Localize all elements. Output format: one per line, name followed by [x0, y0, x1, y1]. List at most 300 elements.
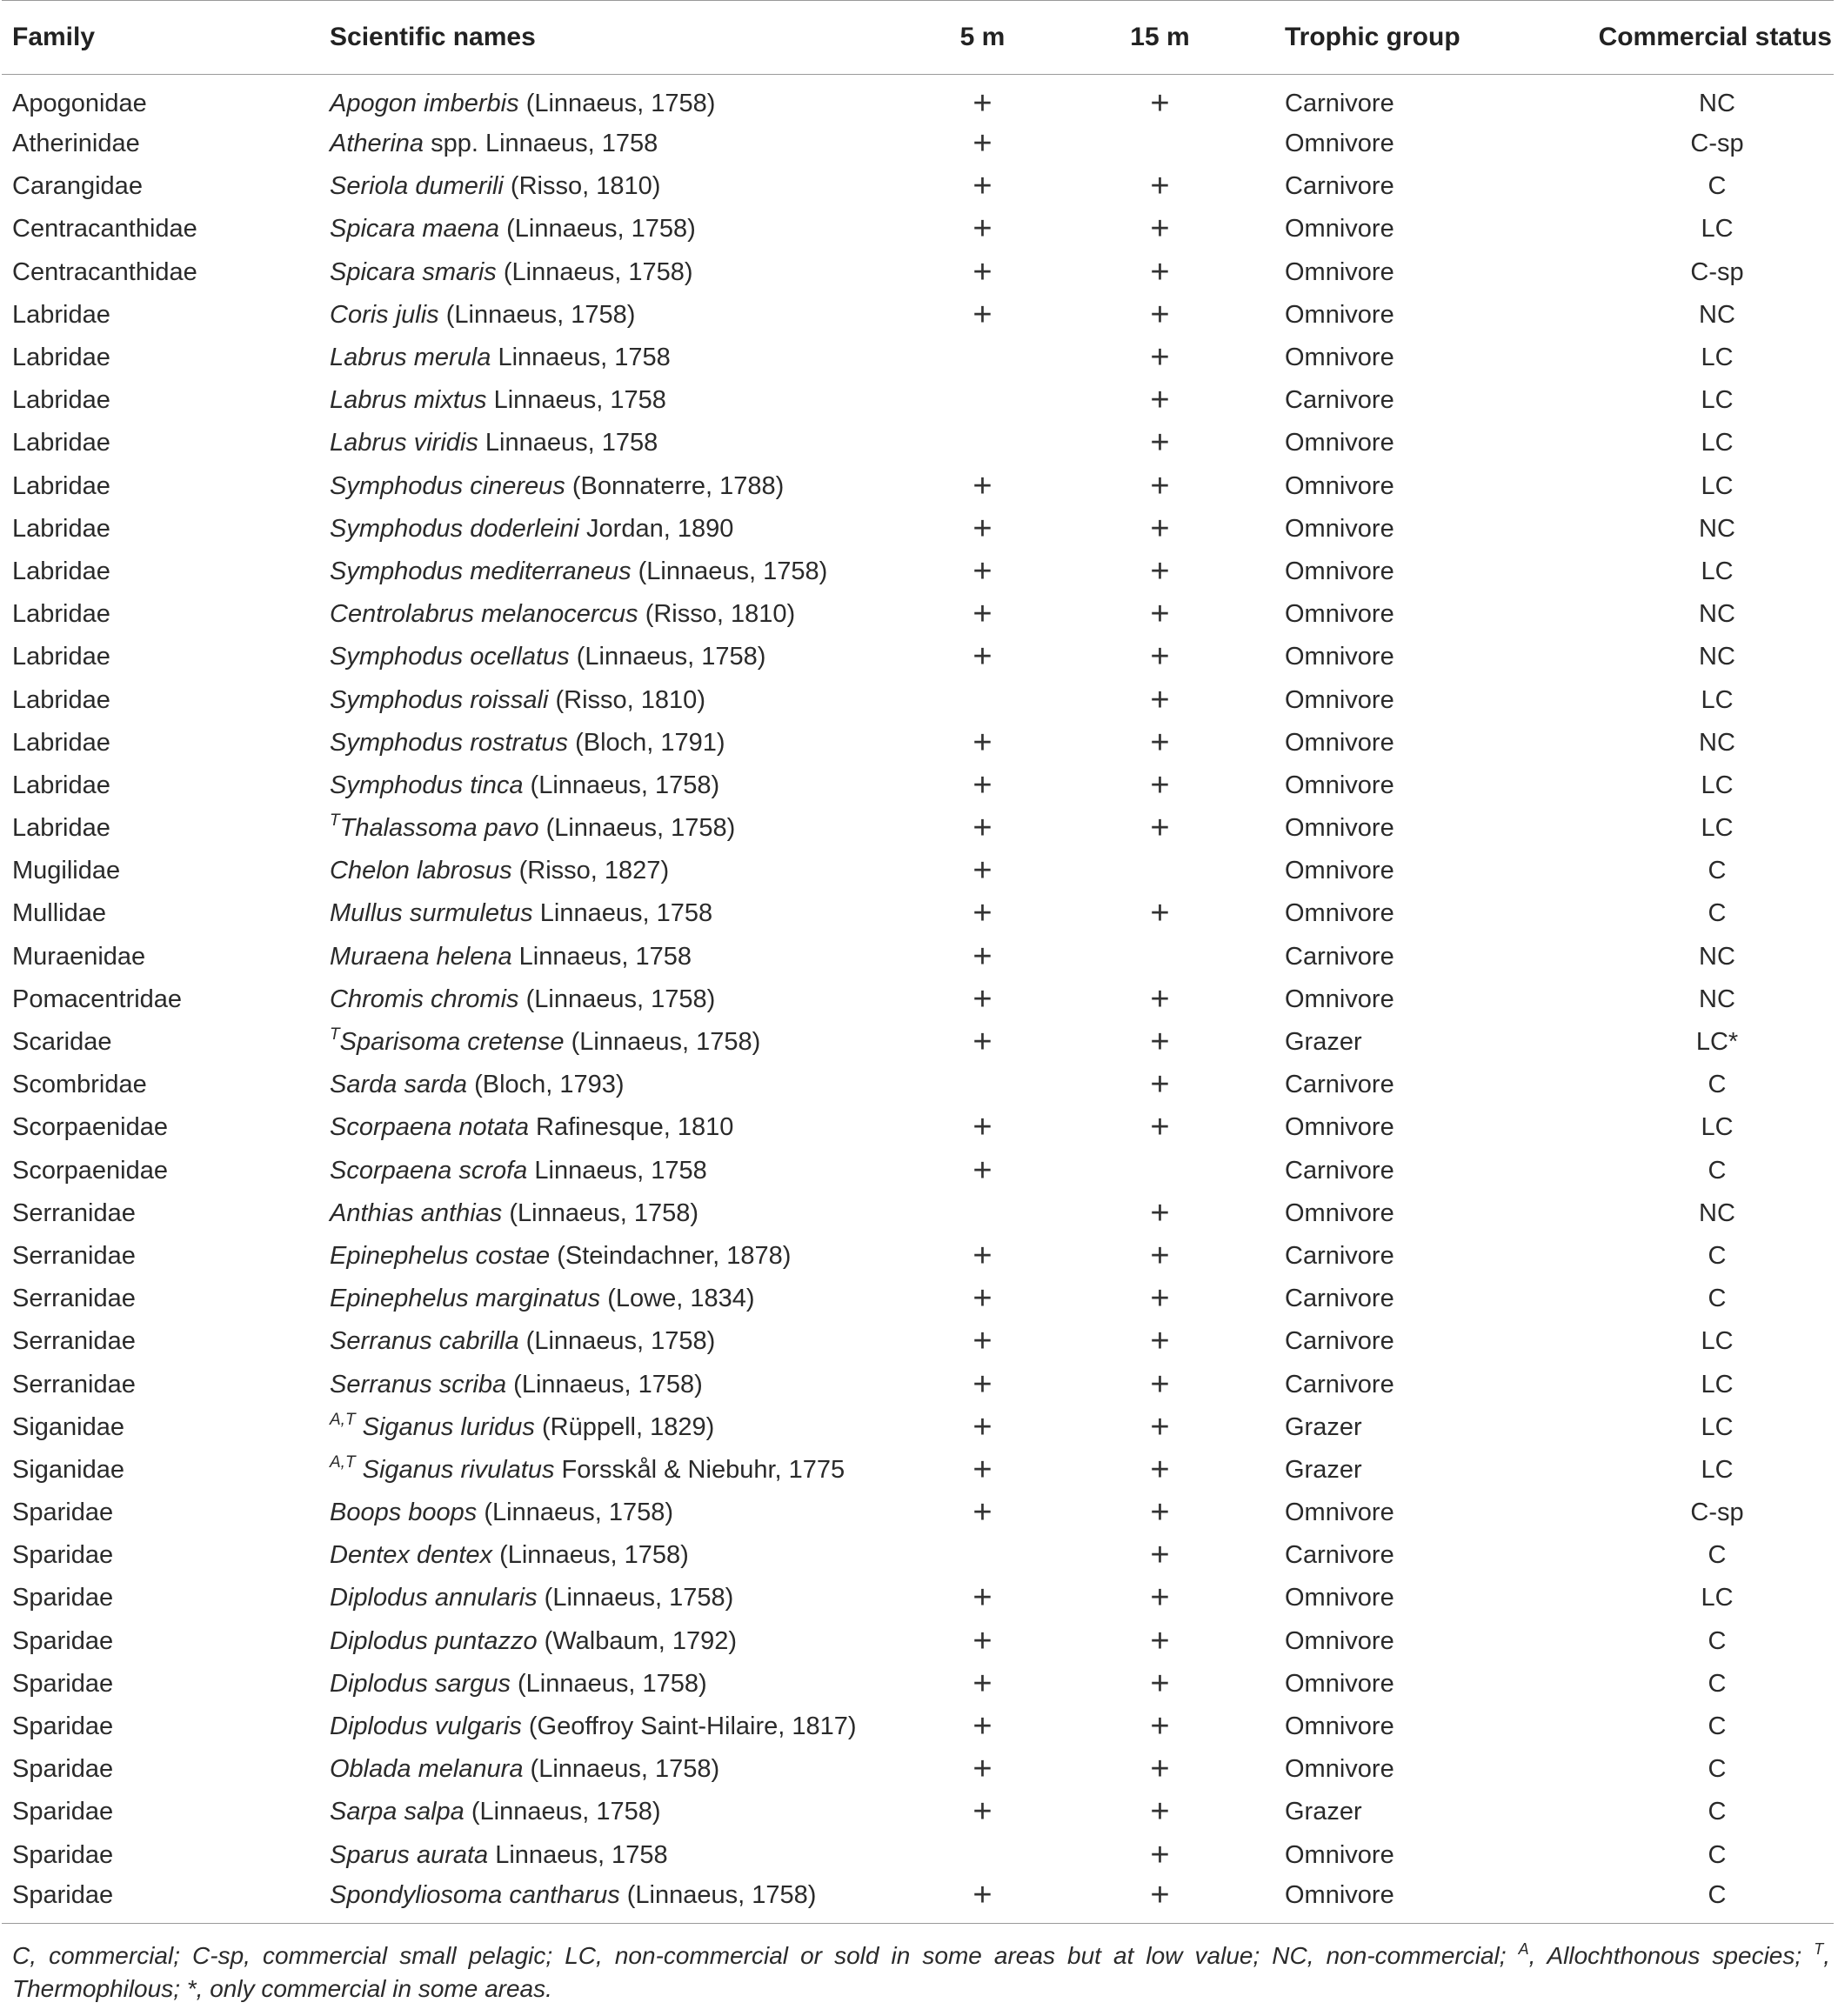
- presence-5m-cell: +: [972, 1451, 993, 1488]
- species-binomial: Atherina: [330, 130, 424, 158]
- species-authority: (Rüppell, 1829): [541, 1412, 715, 1441]
- presence-15m-cell: +: [1150, 1451, 1170, 1488]
- presence-5m-cell: [919, 1534, 1046, 1577]
- family-cell: Sparidae: [12, 1669, 114, 1698]
- species-binomial: Labrus mixtus: [330, 386, 487, 415]
- trophic-group-cell: Omnivore: [1285, 130, 1394, 158]
- family-cell: Labridae: [12, 685, 110, 714]
- presence-5m-cell: +: [972, 510, 993, 547]
- species-binomial: Oblada melanura: [330, 1755, 524, 1784]
- table-row: [2, 1406, 1834, 1449]
- species-origin-marker: A,T: [330, 1410, 356, 1429]
- species-binomial: Scorpaena notata: [330, 1113, 529, 1142]
- presence-5m-cell: [919, 422, 1046, 464]
- presence-5m-cell: +: [972, 1708, 993, 1746]
- presence-5m-cell: +: [972, 1109, 993, 1146]
- scientific-name-cell: [319, 337, 919, 379]
- trophic-group-cell: Omnivore: [1285, 215, 1394, 244]
- species-authority: (Linnaeus, 1758): [530, 1755, 720, 1784]
- species-binomial: Scorpaena scrofa: [330, 1156, 528, 1185]
- trophic-group-cell: Omnivore: [1285, 557, 1394, 585]
- presence-15m-cell: +: [1150, 85, 1170, 122]
- commercial-status-cell: LC: [1701, 344, 1734, 372]
- species-authority: (Linnaeus, 1758): [499, 1541, 689, 1570]
- presence-15m-cell: [1046, 936, 1274, 978]
- table-row: [2, 936, 1834, 978]
- family-cell: Labridae: [12, 429, 110, 457]
- header-commercial-status: Commercial status: [1548, 1, 1834, 75]
- table-row: [2, 422, 1834, 464]
- trophic-group-cell: Omnivore: [1274, 1877, 1548, 1924]
- trophic-group-cell: Omnivore: [1285, 300, 1394, 329]
- presence-5m-cell: +: [972, 1024, 993, 1061]
- presence-5m-cell: +: [972, 552, 993, 590]
- species-binomial: Epinephelus marginatus: [330, 1285, 601, 1313]
- presence-15m-cell: +: [1150, 1066, 1170, 1104]
- species-origin-marker: T: [330, 811, 340, 831]
- family-cell: Sparidae: [12, 1626, 114, 1655]
- species-binomial: Spondyliosoma cantharus: [330, 1880, 620, 1909]
- species-authority: (Linnaeus, 1758): [506, 215, 696, 244]
- trophic-group-cell: Grazer: [1285, 1028, 1362, 1057]
- family-cell: Scorpaenidae: [12, 1156, 168, 1185]
- footnote-sup-a: A: [1518, 1940, 1529, 1958]
- scientific-name-cell: [319, 1021, 919, 1064]
- species-authority: (Steindachner, 1878): [557, 1241, 792, 1270]
- species-authority: (Risso, 1810): [510, 172, 661, 201]
- scientific-name-cell: [319, 764, 919, 807]
- presence-15m-cell: +: [1150, 424, 1170, 462]
- table-row: [2, 1791, 1834, 1833]
- presence-15m-cell: [1046, 850, 1274, 892]
- presence-15m-cell: +: [1150, 810, 1170, 847]
- presence-15m-cell: +: [1150, 1408, 1170, 1445]
- species-authority: Linnaeus, 1758: [493, 386, 666, 415]
- presence-5m-cell: +: [972, 210, 993, 248]
- table-footnote: [12, 1939, 1830, 2006]
- trophic-group-cell: Omnivore: [1285, 429, 1394, 457]
- species-binomial: Labrus viridis: [330, 429, 478, 457]
- commercial-status-cell: NC: [1699, 300, 1735, 329]
- species-binomial: Boops boops: [330, 1499, 478, 1527]
- table-row: [2, 1192, 1834, 1235]
- scientific-name-cell: [319, 165, 919, 208]
- commercial-status-cell: LC: [1701, 771, 1734, 799]
- trophic-group-cell: Omnivore: [1285, 514, 1394, 543]
- table-row: [2, 593, 1834, 636]
- presence-15m-cell: +: [1150, 1836, 1170, 1873]
- commercial-status-cell: C: [1708, 1840, 1727, 1869]
- scientific-name-cell: [319, 1620, 919, 1663]
- table-row: [2, 508, 1834, 551]
- species-authority: (Risso, 1810): [645, 600, 796, 629]
- species-binomial: Siganus rivulatus: [362, 1455, 555, 1484]
- scientific-name-cell: [319, 551, 919, 593]
- trophic-group-cell: Omnivore: [1285, 857, 1394, 885]
- commercial-status-cell: LC: [1701, 1455, 1734, 1484]
- family-cell: Serranidae: [12, 1241, 136, 1270]
- species-authority: (Risso, 1827): [518, 857, 670, 885]
- presence-5m-cell: +: [972, 1280, 993, 1318]
- commercial-status-cell: LC: [1701, 429, 1734, 457]
- family-cell: Sparidae: [12, 1755, 114, 1784]
- table-row: [2, 1492, 1834, 1534]
- table-row: [2, 465, 1834, 508]
- presence-5m-cell: +: [972, 1494, 993, 1532]
- commercial-status-cell: LC: [1701, 685, 1734, 714]
- scientific-name-cell: [319, 1834, 919, 1877]
- family-cell: Scorpaenidae: [12, 1113, 168, 1142]
- trophic-group-cell: Carnivore: [1285, 1071, 1394, 1099]
- species-binomial: Symphodus ocellatus: [330, 643, 570, 671]
- trophic-group-cell: Omnivore: [1285, 344, 1394, 372]
- table-row: [2, 1706, 1834, 1748]
- table-row: [2, 1620, 1834, 1663]
- commercial-status-cell: LC: [1701, 557, 1734, 585]
- scientific-name-cell: [319, 678, 919, 721]
- family-cell: Labridae: [12, 600, 110, 629]
- presence-5m-cell: [919, 1064, 1046, 1106]
- trophic-group-cell: Omnivore: [1285, 899, 1394, 928]
- commercial-status-cell: C: [1708, 1071, 1727, 1099]
- species-authority: (Linnaeus, 1758): [576, 643, 766, 671]
- commercial-status-cell: NC: [1699, 985, 1735, 1013]
- family-cell: Serranidae: [12, 1198, 136, 1227]
- species-authority: (Linnaeus, 1758): [544, 1584, 734, 1612]
- presence-15m-cell: +: [1150, 1494, 1170, 1532]
- species-binomial: Mullus surmuletus: [330, 899, 533, 928]
- presence-5m-cell: +: [972, 766, 993, 804]
- presence-5m-cell: +: [972, 1751, 993, 1788]
- scientific-name-cell: [319, 379, 919, 422]
- presence-15m-cell: +: [1150, 980, 1170, 1018]
- scientific-name-cell: [319, 1106, 919, 1149]
- species-authority: Linnaeus, 1758: [485, 429, 658, 457]
- presence-5m-cell: +: [972, 1408, 993, 1445]
- scientific-name-cell: [319, 850, 919, 892]
- scientific-name-cell: [319, 75, 919, 123]
- family-cell: Labridae: [12, 814, 110, 843]
- table-row: [2, 636, 1834, 678]
- scientific-name-cell: [319, 722, 919, 764]
- species-binomial: Symphodus doderleini: [330, 514, 579, 543]
- species-authority: (Linnaeus, 1758): [525, 90, 716, 117]
- species-binomial: Diplodus vulgaris: [330, 1712, 522, 1741]
- family-cell: Labridae: [12, 386, 110, 415]
- family-cell: Serranidae: [12, 1327, 136, 1356]
- family-cell: Labridae: [12, 557, 110, 585]
- species-binomial: Epinephelus costae: [330, 1241, 551, 1270]
- table-row: [2, 337, 1834, 379]
- species-binomial: Diplodus annularis: [330, 1584, 538, 1612]
- presence-15m-cell: [1046, 1150, 1274, 1192]
- presence-15m-cell: +: [1150, 1280, 1170, 1318]
- species-binomial: Sparisoma cretense: [339, 1028, 565, 1057]
- species-authority: Linnaeus, 1758: [495, 1840, 668, 1869]
- presence-15m-cell: +: [1150, 382, 1170, 419]
- scientific-name-cell: [319, 208, 919, 250]
- table-row: [2, 722, 1834, 764]
- family-cell: Centracanthidae: [12, 257, 197, 286]
- presence-15m-cell: +: [1150, 1579, 1170, 1617]
- table-row: [2, 165, 1834, 208]
- species-authority: (Risso, 1810): [555, 685, 705, 714]
- family-cell: Scaridae: [12, 1028, 112, 1057]
- presence-15m-cell: +: [1150, 1109, 1170, 1146]
- species-authority: (Geoffroy Saint-Hilaire, 1817): [528, 1712, 857, 1741]
- commercial-status-cell: LC: [1701, 1327, 1734, 1356]
- commercial-status-cell: LC: [1701, 215, 1734, 244]
- family-cell: Mugilidae: [12, 857, 121, 885]
- table-row: [2, 208, 1834, 250]
- presence-5m-cell: +: [919, 1877, 1046, 1924]
- scientific-name-cell: [319, 1492, 919, 1534]
- family-cell: Apogonidae: [12, 90, 147, 117]
- trophic-group-cell: Grazer: [1285, 1412, 1362, 1441]
- table-row: [2, 978, 1834, 1021]
- table-row: [2, 892, 1834, 935]
- family-cell: Labridae: [12, 728, 110, 757]
- scientific-name-cell: [319, 807, 919, 850]
- footnote-part2: , Allochthonous species;: [1528, 1942, 1815, 1969]
- family-cell: Muraenidae: [12, 942, 146, 971]
- family-cell: Serranidae: [12, 1285, 136, 1313]
- presence-5m-cell: [919, 1834, 1046, 1877]
- header-trophic-group: Trophic group: [1274, 1, 1548, 75]
- table-row: [2, 123, 1834, 165]
- commercial-status-cell: LC: [1701, 1113, 1734, 1142]
- presence-15m-cell: +: [1150, 596, 1170, 633]
- footnote-part3: , Thermophilous; *, only commercial in some areas.: [12, 1942, 1830, 2002]
- table-row: [2, 764, 1834, 807]
- scientific-name-cell: [319, 1235, 919, 1278]
- commercial-status-cell: C: [1708, 172, 1727, 201]
- species-binomial: Coris julis: [330, 300, 439, 329]
- presence-15m-cell: +: [1150, 1024, 1170, 1061]
- footnote-part1: C, commercial; C-sp, commercial small pelagic; LC, non-commercial or sold in some areas but at low value; NC, non-commercial;: [12, 1942, 1519, 1969]
- species-binomial: Spicara smaris: [330, 257, 497, 286]
- trophic-group-cell: Carnivore: [1285, 1156, 1394, 1185]
- commercial-status-cell: C-sp: [1690, 1499, 1744, 1527]
- trophic-group-cell: Carnivore: [1285, 1285, 1394, 1313]
- trophic-group-cell: Omnivore: [1285, 1113, 1394, 1142]
- presence-5m-cell: +: [972, 810, 993, 847]
- species-binomial: Dentex dentex: [330, 1541, 493, 1570]
- commercial-status-cell: C: [1708, 899, 1727, 928]
- presence-15m-cell: +: [1150, 168, 1170, 205]
- scientific-name-cell: [319, 636, 919, 678]
- family-cell: Centracanthidae: [12, 215, 197, 244]
- presence-5m-cell: +: [972, 1622, 993, 1659]
- scientific-name-cell: [319, 936, 919, 978]
- scientific-name-cell: [319, 251, 919, 294]
- header-scientific-names: Scientific names: [319, 1, 919, 75]
- species-authority: (Bonnaterre, 1788): [571, 471, 785, 500]
- table-row: [2, 1877, 1834, 1924]
- commercial-status-cell: C: [1548, 1877, 1834, 1924]
- presence-15m-cell: +: [1150, 681, 1170, 718]
- family-cell: Labridae: [12, 771, 110, 799]
- table-row: [2, 1363, 1834, 1405]
- commercial-status-cell: C: [1708, 1798, 1727, 1826]
- scientific-name-cell: [319, 1278, 919, 1320]
- presence-5m-cell: +: [972, 1665, 993, 1702]
- table-row: [2, 75, 1834, 123]
- trophic-group-cell: Omnivore: [1285, 643, 1394, 671]
- presence-5m-cell: +: [972, 467, 993, 504]
- commercial-status-cell: C: [1708, 1712, 1727, 1741]
- trophic-group-cell: Omnivore: [1285, 257, 1394, 286]
- species-binomial: Symphodus rostratus: [330, 728, 569, 757]
- species-authority: (Linnaeus, 1758): [513, 1370, 703, 1399]
- family-cell: Scombridae: [12, 1071, 147, 1099]
- table-row: [2, 1106, 1834, 1149]
- presence-5m-cell: +: [972, 1365, 993, 1403]
- commercial-status-cell: NC: [1699, 90, 1735, 117]
- species-authority: (Linnaeus, 1758): [471, 1798, 661, 1826]
- commercial-status-cell: NC: [1699, 514, 1735, 543]
- header-row: [2, 1, 1834, 75]
- presence-15m-cell: +: [1150, 1708, 1170, 1746]
- presence-15m-cell: +: [1150, 1622, 1170, 1659]
- commercial-status-cell: LC: [1701, 1412, 1734, 1441]
- presence-15m-cell: +: [1150, 766, 1170, 804]
- species-authority: Linnaeus, 1758: [539, 899, 713, 928]
- trophic-group-cell: Omnivore: [1285, 1198, 1394, 1227]
- presence-5m-cell: +: [972, 980, 993, 1018]
- presence-15m-cell: +: [1150, 638, 1170, 676]
- presence-15m-cell: +: [1150, 1194, 1170, 1232]
- presence-5m-cell: +: [972, 724, 993, 761]
- table-row: [2, 850, 1834, 892]
- table-row: [2, 1278, 1834, 1320]
- family-cell: Sparidae: [2, 1877, 319, 1924]
- presence-5m-cell: +: [972, 938, 993, 975]
- species-authority: (Walbaum, 1792): [544, 1626, 738, 1655]
- family-cell: Atherinidae: [12, 130, 140, 158]
- presence-5m-cell: +: [972, 296, 993, 333]
- family-cell: Labridae: [12, 344, 110, 372]
- presence-15m-cell: +: [1150, 1665, 1170, 1702]
- species-authority: (Bloch, 1791): [575, 728, 725, 757]
- species-binomial: Anthias anthias: [330, 1198, 503, 1227]
- scientific-name-cell: [319, 1663, 919, 1706]
- species-authority: (Linnaeus, 1758): [530, 771, 720, 799]
- trophic-group-cell: Grazer: [1285, 1455, 1362, 1484]
- family-cell: Siganidae: [12, 1412, 124, 1441]
- header-family: Family: [2, 1, 319, 75]
- trophic-group-cell: Carnivore: [1285, 90, 1394, 117]
- presence-5m-cell: +: [972, 1323, 993, 1360]
- table-row: [2, 1021, 1834, 1064]
- family-cell: Mullidae: [12, 899, 106, 928]
- scientific-name-cell: [319, 1706, 919, 1748]
- table-row: [2, 379, 1834, 422]
- species-authority: (Linnaeus, 1758): [626, 1880, 817, 1909]
- species-binomial: Serranus scriba: [330, 1370, 507, 1399]
- presence-5m-cell: +: [972, 85, 993, 122]
- species-authority: (Linnaeus, 1758): [638, 557, 828, 585]
- family-cell: Pomacentridae: [12, 985, 183, 1013]
- scientific-name-cell: [319, 892, 919, 935]
- species-binomial: Seriola dumerili: [330, 172, 504, 201]
- scientific-name-cell: [319, 1577, 919, 1619]
- presence-15m-cell: +: [1150, 1793, 1170, 1831]
- species-binomial: Symphodus tinca: [330, 771, 524, 799]
- species-authority: Linnaeus, 1758: [518, 942, 692, 971]
- commercial-status-cell: LC*: [1695, 1028, 1739, 1057]
- species-authority: (Linnaeus, 1758): [509, 1198, 699, 1227]
- trophic-group-cell: Carnivore: [1285, 942, 1394, 971]
- footnote-sup-t: T: [1814, 1940, 1824, 1958]
- species-authority: spp. Linnaeus, 1758: [431, 130, 658, 158]
- presence-5m-cell: +: [972, 638, 993, 676]
- species-authority: (Linnaeus, 1758): [525, 985, 716, 1013]
- presence-5m-cell: +: [972, 1237, 993, 1274]
- presence-5m-cell: +: [972, 596, 993, 633]
- table-row: [2, 807, 1834, 850]
- trophic-group-cell: Carnivore: [1285, 1327, 1394, 1356]
- commercial-status-cell: C: [1708, 1669, 1727, 1698]
- trophic-group-cell: Grazer: [1285, 1798, 1362, 1826]
- species-binomial: Symphodus mediterraneus: [330, 557, 632, 585]
- species-binomial: Apogon imberbis: [330, 90, 519, 117]
- presence-5m-cell: +: [972, 125, 993, 163]
- trophic-group-cell: Omnivore: [1285, 1669, 1394, 1698]
- presence-5m-cell: +: [972, 895, 993, 932]
- trophic-group-cell: Omnivore: [1285, 1840, 1394, 1869]
- scientific-name-cell: [319, 123, 919, 165]
- commercial-status-cell: C: [1708, 1285, 1727, 1313]
- commercial-status-cell: NC: [1699, 942, 1735, 971]
- presence-15m-cell: +: [1150, 1365, 1170, 1403]
- trophic-group-cell: Omnivore: [1285, 1712, 1394, 1741]
- family-cell: Carangidae: [12, 172, 143, 201]
- presence-15m-cell: +: [1150, 253, 1170, 290]
- family-cell: Sparidae: [12, 1712, 114, 1741]
- species-authority: (Lowe, 1834): [607, 1285, 755, 1313]
- table-row: [2, 1577, 1834, 1619]
- commercial-status-cell: LC: [1701, 1370, 1734, 1399]
- family-cell: Labridae: [12, 514, 110, 543]
- species-binomial: Symphodus cinereus: [330, 471, 565, 500]
- scientific-name-cell: [319, 1449, 919, 1492]
- species-authority: (Bloch, 1793): [474, 1071, 625, 1099]
- presence-5m-cell: [919, 1192, 1046, 1235]
- table-row: [2, 1663, 1834, 1706]
- trophic-group-cell: Omnivore: [1285, 814, 1394, 843]
- trophic-group-cell: Omnivore: [1285, 600, 1394, 629]
- presence-15m-cell: [1046, 123, 1274, 165]
- species-binomial: Sparus aurata: [330, 1840, 489, 1869]
- scientific-name-cell: [319, 593, 919, 636]
- trophic-group-cell: Omnivore: [1285, 985, 1394, 1013]
- presence-15m-cell: +: [1150, 510, 1170, 547]
- species-binomial: Siganus luridus: [362, 1412, 535, 1441]
- species-binomial: Muraena helena: [330, 942, 512, 971]
- commercial-status-cell: C-sp: [1690, 130, 1744, 158]
- presence-15m-cell: +: [1150, 467, 1170, 504]
- presence-5m-cell: +: [972, 1152, 993, 1189]
- scientific-name-cell: [319, 1320, 919, 1363]
- commercial-status-cell: C: [1708, 1541, 1727, 1570]
- header-15m: 15 m: [1046, 1, 1274, 75]
- trophic-group-cell: Carnivore: [1285, 1241, 1394, 1270]
- scientific-name-cell: [319, 978, 919, 1021]
- scientific-name-cell: [319, 1877, 919, 1924]
- trophic-group-cell: Omnivore: [1285, 685, 1394, 714]
- presence-15m-cell: +: [1150, 724, 1170, 761]
